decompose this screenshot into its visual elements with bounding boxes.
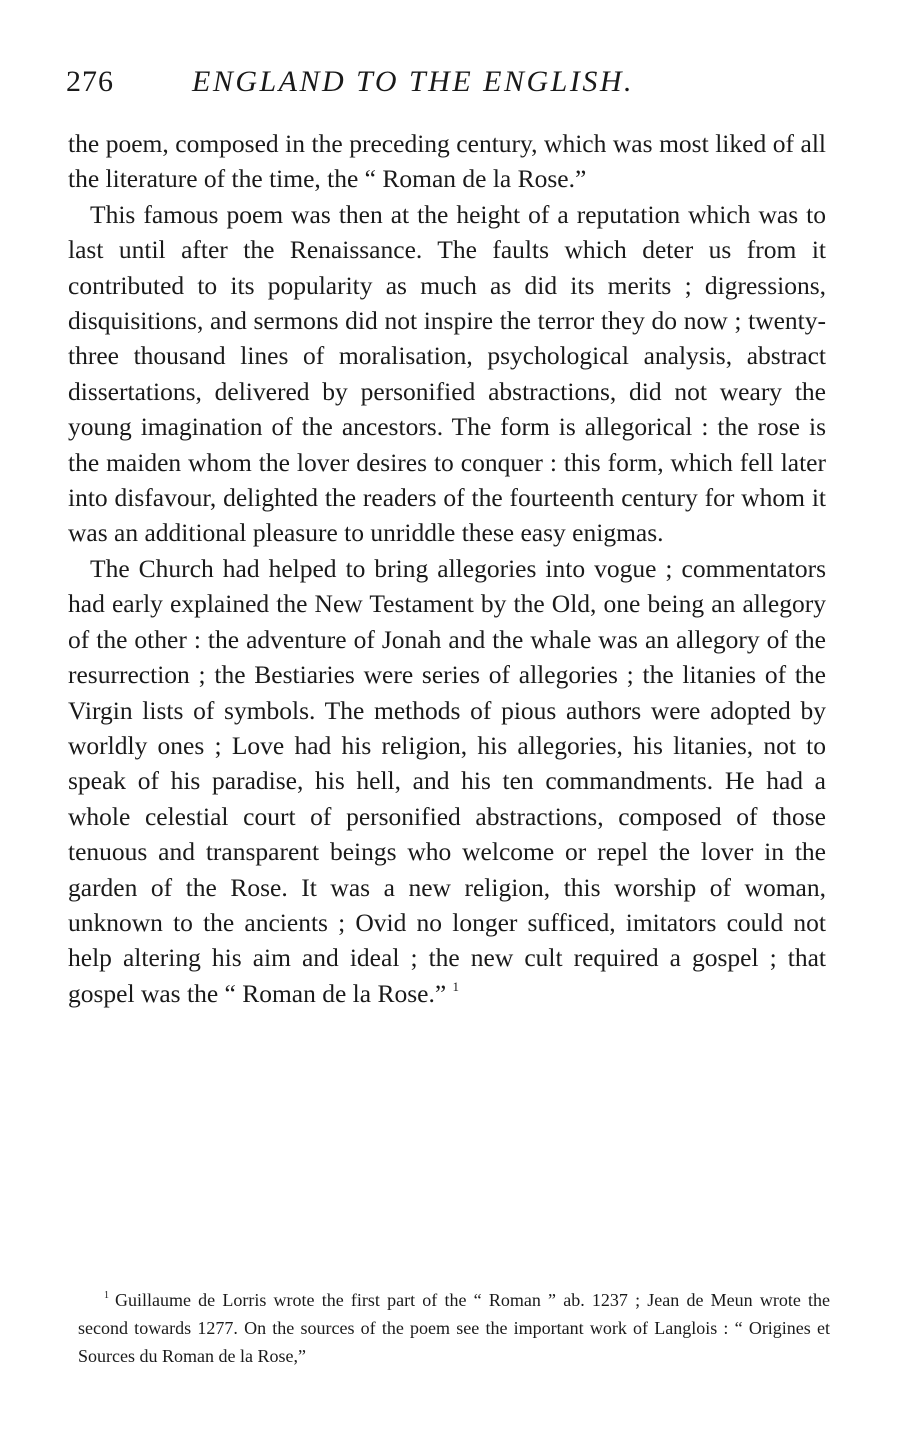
page-number: 276 <box>66 65 114 98</box>
paragraph-text: the poem, composed in the preceding century, which was most liked of all the literature of the time, the “ Roman de la Rose.” <box>68 129 826 194</box>
page-header <box>66 62 826 102</box>
footnote <box>78 1286 830 1370</box>
body-text <box>68 126 826 1011</box>
paragraph-allegories <box>68 551 826 1011</box>
footnote-mark: 1 <box>104 1290 109 1301</box>
paragraph-text: The Church had helped to bring allegories into vogue ; commentators had early explained the New Testament by the Old, one being an allegory of the other : the adventure of Jonah and the whale was an allegory of the resurrection ; the Bestiaries were series of allegories ; the litanies of the Virgin lists of symbols. The methods of pious authors were adopted by worldly ones ; Love had his religion, his allegories, his litanies, not to speak of his paradise, his hell, and his ten commandments. He had a whole celestial court of personified abstractions, composed of those tenuous and transparent beings who welcome or repel the lover in the garden of the Rose. It was a new religion, this worship of woman, unknown to the ancients ; Ovid no longer sufficed, imitators could not help altering his aim and ideal ; the new cult required a gospel ; that gospel was the “ Roman de la Rose.” <box>68 553 826 1008</box>
paragraph-text: This famous poem was then at the height of a reputation which was to last until after the Renaissance. The faults which deter us from it contributed to its popularity as much as did its merits ; digressions, disquisitions, and sermons did not inspire the terror they do now ; twenty-three thousand lines of moralisation, psychological analysis, abstract dissertations, delivered by personified abstractions, did not weary the young imagination of the ancestors. The form is allegorical : the rose is the maiden whom the lover desires to conquer : this form, which fell later into disfavour, delighted the readers of the fourteenth century for whom it was an additional pleasure to unriddle these easy enigmas. <box>68 199 826 548</box>
paragraph-continuation <box>68 126 826 197</box>
footnote-reference[interactable]: 1 <box>452 978 460 994</box>
footnote-text: Guillaume de Lorris wrote the first part of the “ Roman ” ab. 1237 ; Jean de Meun wrote the second towards 1277. On the sources of the poem see the important work of Langlois : “ Origines et Sources du Roman de la Rose,” <box>78 1290 830 1366</box>
running-title: ENGLAND TO THE ENGLISH. <box>192 65 635 98</box>
paragraph-reputation <box>68 197 826 551</box>
